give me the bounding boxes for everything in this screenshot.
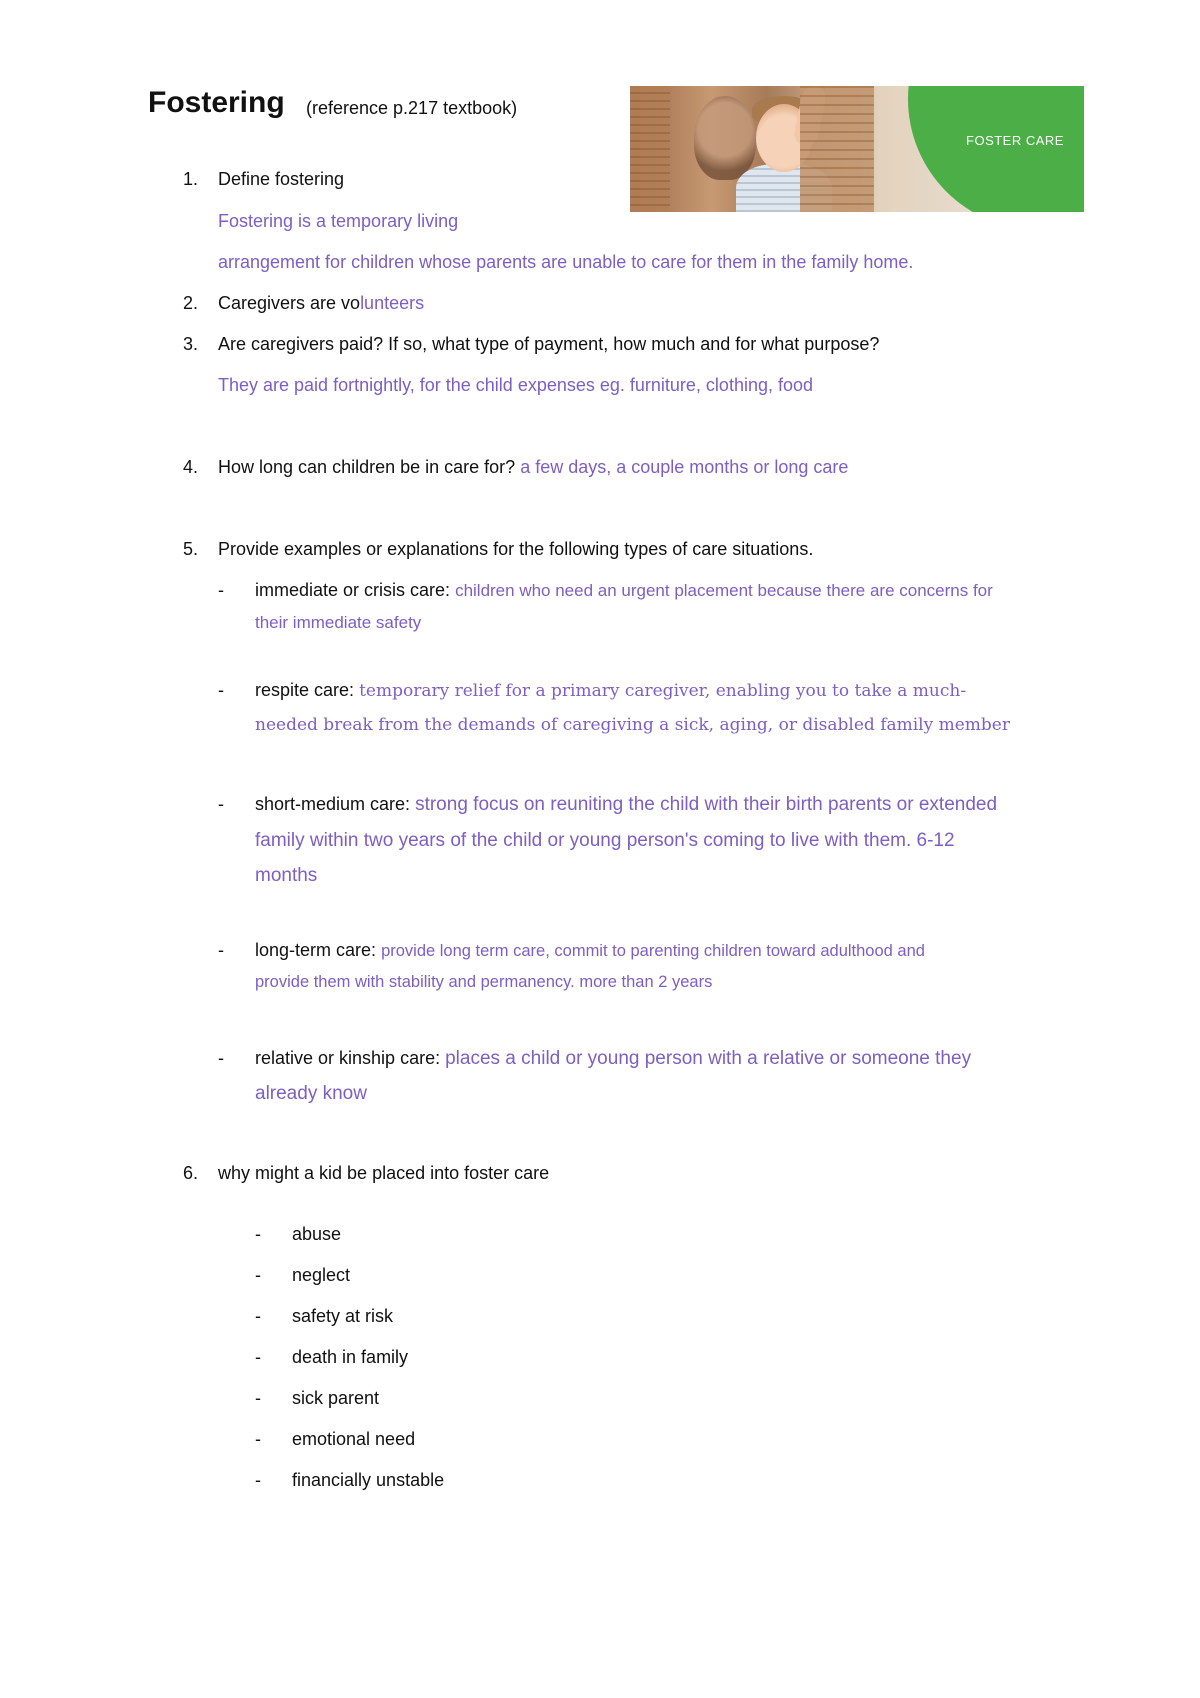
q3-answer: They are paid fortnightly, for the child expenses eg. furniture, clothing, food bbox=[218, 375, 814, 395]
q6-number: 6. bbox=[182, 1163, 198, 1183]
q5-item5-answer2: already know bbox=[255, 1083, 367, 1104]
q2-prefix: Caregivers are vo bbox=[218, 293, 361, 313]
q2-number: 2. bbox=[182, 293, 198, 313]
q6-reason3-dash: - bbox=[255, 1306, 261, 1326]
q5-item1-line1 bbox=[255, 579, 993, 602]
q5-item3-answer1: strong focus on reuniting the child with their birth parents or extended bbox=[415, 794, 998, 815]
q5-item5-label: relative or kinship care: bbox=[255, 1048, 441, 1068]
q5-item2-line1 bbox=[255, 679, 966, 702]
q3-question: Are caregivers paid? If so, what type of payment, how much and for what purpose? bbox=[218, 334, 880, 354]
q5-item2-answer1: temporary relief for a primary caregiver, enabling you to take a much- bbox=[359, 681, 967, 701]
q4-number: 4. bbox=[182, 457, 198, 477]
q5-number: 5. bbox=[182, 539, 198, 559]
q5-item4-line1 bbox=[255, 939, 925, 962]
q2-answer: lunteers bbox=[360, 293, 425, 313]
q5-item4-answer1: provide long term care, commit to parenting children toward adulthood and bbox=[381, 942, 925, 960]
cardboard-box-right bbox=[800, 86, 874, 212]
q5-item1-label: immediate or crisis care: bbox=[255, 580, 451, 600]
q6-reason-safety: safety at risk bbox=[292, 1306, 394, 1326]
q5-item3-line1 bbox=[255, 793, 997, 816]
q5-item3-label: short-medium care: bbox=[255, 794, 411, 814]
foster-care-banner-image bbox=[630, 86, 1084, 212]
q6-reason1-dash: - bbox=[255, 1224, 261, 1244]
banner-green-circle bbox=[908, 86, 1084, 212]
cardboard-box-left bbox=[630, 86, 670, 212]
q5-item3-answer2: family within two years of the child or young person's coming to live with them. 6-12 bbox=[255, 830, 955, 851]
q6-reason2-dash: - bbox=[255, 1265, 261, 1285]
q5-item3-dash: - bbox=[218, 794, 224, 814]
q6-reason-abuse: abuse bbox=[292, 1224, 342, 1244]
q6-reason-emotional: emotional need bbox=[292, 1429, 416, 1449]
q4-question: How long can children be in care for? bbox=[218, 457, 516, 477]
q6-reason6-dash: - bbox=[255, 1429, 261, 1449]
page-title: Fostering bbox=[148, 86, 285, 119]
q6-reason-death: death in family bbox=[292, 1347, 409, 1367]
q5-item1-answer2: their immediate safety bbox=[255, 613, 422, 632]
q5-item2-label: respite care: bbox=[255, 680, 355, 700]
q5-item2-dash: - bbox=[218, 680, 224, 700]
q2-line bbox=[218, 292, 424, 314]
q5-item2-answer2: needed break from the demands of caregiving a sick, aging, or disabled family member bbox=[255, 715, 1010, 735]
reference-note: (reference p.217 textbook) bbox=[306, 98, 518, 118]
q6-reason5-dash: - bbox=[255, 1388, 261, 1408]
banner-label: FOSTER CARE bbox=[966, 133, 1064, 148]
q5-item5-dash: - bbox=[218, 1048, 224, 1068]
q5-item4-answer2: provide them with stability and permanency. more than 2 years bbox=[255, 973, 713, 991]
q1-question: Define fostering bbox=[218, 169, 345, 189]
q6-reason4-dash: - bbox=[255, 1347, 261, 1367]
q1-answer-line2: arrangement for children whose parents are unable to care for them in the family home. bbox=[218, 252, 914, 272]
q6-reason7-dash: - bbox=[255, 1470, 261, 1490]
q5-item1-answer1: children who need an urgent placement because there are concerns for bbox=[455, 581, 993, 600]
q1-number: 1. bbox=[182, 169, 198, 189]
q6-reason-financial: financially unstable bbox=[292, 1470, 445, 1490]
q1-answer-line1: Fostering is a temporary living bbox=[218, 211, 459, 231]
adult-figure bbox=[694, 96, 756, 180]
q4-line bbox=[218, 456, 848, 478]
q5-item1-dash: - bbox=[218, 580, 224, 600]
q3-number: 3. bbox=[182, 334, 198, 354]
q4-answer: a few days, a couple months or long care bbox=[520, 457, 849, 477]
q6-reason-neglect: neglect bbox=[292, 1265, 351, 1285]
q6-question: why might a kid be placed into foster care bbox=[218, 1163, 550, 1183]
q5-item5-answer1: places a child or young person with a relative or someone they bbox=[445, 1048, 972, 1069]
q5-item3-answer3: months bbox=[255, 865, 318, 886]
q5-item5-line1 bbox=[255, 1047, 971, 1070]
q6-reason-sick-parent: sick parent bbox=[292, 1388, 380, 1408]
q5-item4-dash: - bbox=[218, 940, 224, 960]
q5-item4-label: long-term care: bbox=[255, 940, 377, 960]
q5-question: Provide examples or explanations for the following types of care situations. bbox=[218, 539, 814, 559]
